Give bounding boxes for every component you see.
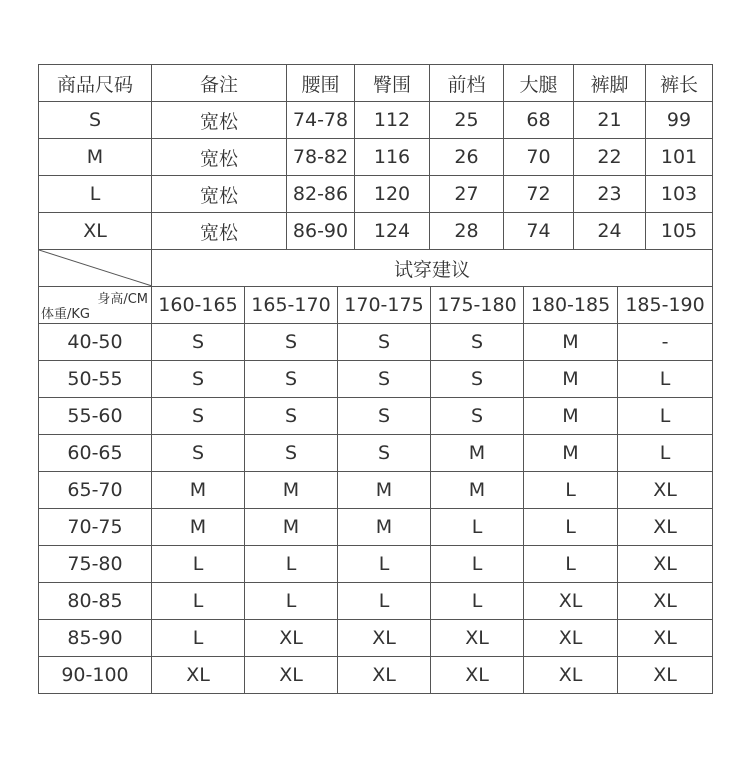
fit-row [39, 398, 713, 435]
suggested-size-cell: S [431, 324, 524, 361]
suggested-size-cell: M [338, 509, 431, 546]
suggested-size-cell: S [152, 435, 245, 472]
weight-range-cell: 75-80 [39, 546, 152, 583]
size-header-cell: 前档 [430, 65, 504, 102]
weight-range-cell: 80-85 [39, 583, 152, 620]
size-cell: 99 [646, 102, 713, 139]
size-cell: 74-78 [287, 102, 355, 139]
suggested-size-cell: L [152, 583, 245, 620]
weight-range-cell: 60-65 [39, 435, 152, 472]
suggested-size-cell: M [524, 324, 618, 361]
suggested-size-cell: S [431, 361, 524, 398]
suggested-size-cell: S [245, 324, 338, 361]
size-cell: 23 [574, 176, 646, 213]
suggested-size-cell: M [245, 509, 338, 546]
size-cell: 宽松 [152, 139, 287, 176]
size-cell: L [39, 176, 152, 213]
suggested-size-cell: XL [431, 657, 524, 694]
size-cell: 21 [574, 102, 646, 139]
weight-range-cell: 50-55 [39, 361, 152, 398]
fit-suggestion-title: 试穿建议 [152, 250, 713, 287]
size-cell: 28 [430, 213, 504, 250]
height-range-cell: 165-170 [245, 287, 338, 324]
size-header-cell: 商品尺码 [39, 65, 152, 102]
suggested-size-cell: S [152, 361, 245, 398]
suggested-size-cell: XL [338, 620, 431, 657]
size-cell: 101 [646, 139, 713, 176]
size-row [39, 213, 713, 250]
size-cell: 25 [430, 102, 504, 139]
weight-range-cell: 90-100 [39, 657, 152, 694]
size-header-row [39, 65, 713, 102]
height-range-cell: 185-190 [618, 287, 713, 324]
size-row [39, 139, 713, 176]
suggested-size-cell: XL [618, 583, 713, 620]
size-row [39, 102, 713, 139]
height-axis-label: 身高/CM [97, 292, 148, 307]
fit-row [39, 546, 713, 583]
suggested-size-cell: XL [618, 657, 713, 694]
suggested-size-cell: M [245, 472, 338, 509]
suggested-size-cell: XL [618, 546, 713, 583]
size-header-cell: 臀围 [355, 65, 430, 102]
suggested-size-cell: S [245, 361, 338, 398]
size-cell: 74 [504, 213, 574, 250]
size-cell: 宽松 [152, 176, 287, 213]
size-header-cell: 腰围 [287, 65, 355, 102]
weight-range-cell: 55-60 [39, 398, 152, 435]
suggested-size-cell: XL [152, 657, 245, 694]
fit-row [39, 361, 713, 398]
height-range-cell: 160-165 [152, 287, 245, 324]
fit-suggestion-table [38, 249, 713, 694]
suggested-size-cell: XL [618, 472, 713, 509]
suggested-size-cell: S [152, 324, 245, 361]
suggested-size-cell: S [338, 361, 431, 398]
size-cell: M [39, 139, 152, 176]
suggested-size-cell: S [152, 398, 245, 435]
suggested-size-cell: L [618, 361, 713, 398]
weight-range-cell: 85-90 [39, 620, 152, 657]
fit-row [39, 472, 713, 509]
fit-row [39, 509, 713, 546]
size-cell: 70 [504, 139, 574, 176]
size-cell: S [39, 102, 152, 139]
suggested-size-cell: L [152, 546, 245, 583]
size-cell: 82-86 [287, 176, 355, 213]
height-range-cell: 175-180 [431, 287, 524, 324]
size-cell: 124 [355, 213, 430, 250]
size-header-cell: 裤长 [646, 65, 713, 102]
suggested-size-cell: L [338, 583, 431, 620]
suggested-size-cell: L [431, 546, 524, 583]
size-row [39, 176, 713, 213]
suggested-size-cell: XL [524, 583, 618, 620]
height-range-cell: 180-185 [524, 287, 618, 324]
size-cell: 68 [504, 102, 574, 139]
suggested-size-cell: M [152, 472, 245, 509]
suggested-size-cell: S [431, 398, 524, 435]
size-table [38, 64, 713, 250]
weight-range-cell: 40-50 [39, 324, 152, 361]
size-cell: 78-82 [287, 139, 355, 176]
fit-row [39, 435, 713, 472]
suggested-size-cell: S [245, 435, 338, 472]
size-cell: 86-90 [287, 213, 355, 250]
suggested-size-cell: L [245, 583, 338, 620]
size-cell: 26 [430, 139, 504, 176]
weight-range-cell: 70-75 [39, 509, 152, 546]
size-cell: XL [39, 213, 152, 250]
suggested-size-cell: S [245, 398, 338, 435]
weight-axis-label: 体重/KG [41, 307, 90, 322]
suggested-size-cell: L [524, 509, 618, 546]
suggested-size-cell: L [245, 546, 338, 583]
size-cell: 24 [574, 213, 646, 250]
suggested-size-cell: M [524, 398, 618, 435]
size-cell: 105 [646, 213, 713, 250]
weight-range-cell: 65-70 [39, 472, 152, 509]
suggested-size-cell: XL [524, 620, 618, 657]
size-chart [38, 64, 712, 694]
suggested-size-cell: L [618, 398, 713, 435]
size-cell: 72 [504, 176, 574, 213]
fit-row [39, 324, 713, 361]
diagonal-corner-top [39, 250, 152, 287]
suggested-size-cell: L [431, 583, 524, 620]
suggested-size-cell: L [524, 546, 618, 583]
size-cell: 宽松 [152, 213, 287, 250]
diagonal-line-top [39, 250, 152, 286]
suggested-size-cell: M [338, 472, 431, 509]
size-cell: 27 [430, 176, 504, 213]
fit-row [39, 620, 713, 657]
suggested-size-cell: S [338, 398, 431, 435]
suggested-size-cell: L [152, 620, 245, 657]
suggested-size-cell: L [618, 435, 713, 472]
suggested-size-cell: M [524, 435, 618, 472]
size-header-cell: 大腿 [504, 65, 574, 102]
suggested-size-cell: - [618, 324, 713, 361]
suggested-size-cell: XL [338, 657, 431, 694]
suggested-size-cell: XL [245, 620, 338, 657]
suggested-size-cell: L [524, 472, 618, 509]
size-cell: 103 [646, 176, 713, 213]
size-header-cell: 备注 [152, 65, 287, 102]
suggested-size-cell: L [431, 509, 524, 546]
size-cell: 22 [574, 139, 646, 176]
fit-row [39, 583, 713, 620]
suggested-size-cell: XL [431, 620, 524, 657]
suggested-size-cell: M [152, 509, 245, 546]
suggested-size-cell: XL [618, 509, 713, 546]
suggested-size-cell: M [431, 435, 524, 472]
suggested-size-cell: XL [524, 657, 618, 694]
size-cell: 116 [355, 139, 430, 176]
size-cell: 112 [355, 102, 430, 139]
size-cell: 宽松 [152, 102, 287, 139]
suggested-size-cell: M [431, 472, 524, 509]
height-range-cell: 170-175 [338, 287, 431, 324]
suggested-size-cell: XL [245, 657, 338, 694]
size-header-cell: 裤脚 [574, 65, 646, 102]
diagonal-corner-bottom [39, 287, 152, 324]
suggested-size-cell: S [338, 324, 431, 361]
suggested-size-cell: L [338, 546, 431, 583]
suggested-size-cell: M [524, 361, 618, 398]
suggested-size-cell: XL [618, 620, 713, 657]
fit-row [39, 657, 713, 694]
suggested-size-cell: S [338, 435, 431, 472]
size-cell: 120 [355, 176, 430, 213]
